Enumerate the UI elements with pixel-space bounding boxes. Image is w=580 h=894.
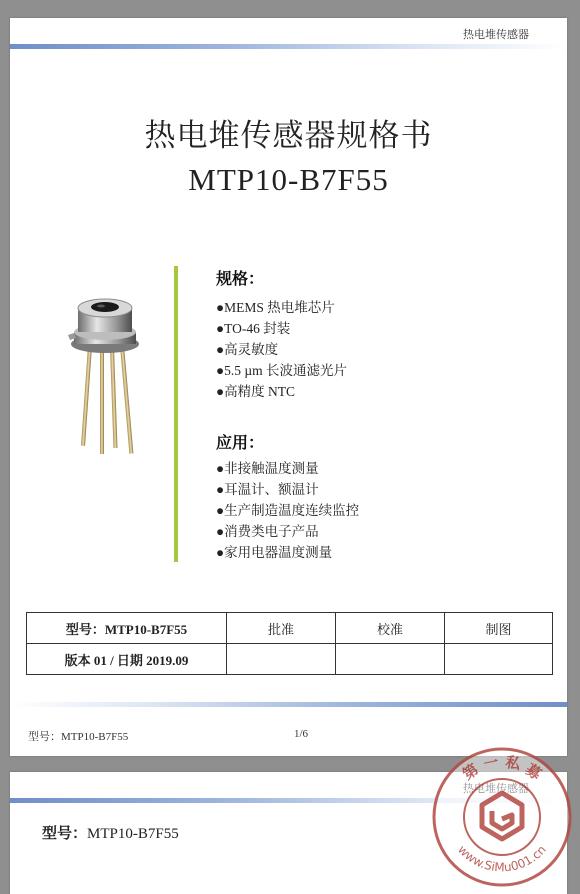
signature-table: [26, 612, 553, 675]
checked-signature-cell: [336, 644, 445, 675]
footer-model: 型号：MTP10-B7F55: [28, 731, 129, 743]
application-item: ●耳温计、额温计: [216, 482, 319, 497]
page-number: 1/6: [294, 728, 309, 740]
spec-item: ●TO-46 封装: [216, 321, 291, 336]
accent-bar: [174, 266, 178, 562]
watermark-arc-text: 第 一 私 募: [459, 752, 545, 784]
spec-item: ●高灵敏度: [216, 342, 279, 357]
watermark-url-text: www.SiMu001.cn: [455, 842, 549, 875]
version-date-cell: 版本 01 / 日期 2019.09: [27, 644, 227, 675]
watermark-seal: [430, 745, 575, 890]
application-list: [216, 458, 359, 563]
model-value: MTP10-B7F55: [87, 826, 179, 842]
model-label: 型号：: [42, 824, 88, 842]
drawn-cell: 制图: [445, 613, 553, 644]
spec-item: ●MEMS 热电堆芯片: [216, 300, 335, 315]
thermopile-sensor-image: [60, 286, 150, 456]
footer-rule: [10, 702, 567, 707]
application-item: ●家用电器温度测量: [216, 545, 333, 560]
drawn-signature-cell: [445, 644, 553, 675]
page-header: 热电堆传感器: [463, 29, 529, 41]
spec-sheet-page-1: [10, 18, 567, 756]
spec-item: ●高精度 NTC: [216, 384, 296, 399]
application-item: ●消费类电子产品: [216, 524, 319, 539]
page2-model-line: [42, 822, 179, 843]
approved-signature-cell: [227, 644, 336, 675]
application-section-title: 应用：: [216, 433, 265, 452]
spec-section-title: 规格：: [216, 269, 265, 288]
checked-cell: 校准: [336, 613, 445, 644]
application-item: ●非接触温度测量: [216, 461, 319, 476]
document-title: 热电堆传感器规格书: [144, 118, 433, 153]
spec-list: [216, 297, 347, 402]
application-item: ●生产制造温度连续监控: [216, 503, 360, 518]
table-row: [27, 644, 553, 675]
model-cell: 型号：MTP10-B7F55: [27, 613, 227, 644]
document-model-title: MTP10-B7F55: [188, 162, 389, 197]
header-rule: [10, 44, 567, 49]
approved-cell: 批准: [227, 613, 336, 644]
table-row: [27, 613, 553, 644]
spec-item: ●5.5 µm 长波通滤光片: [216, 363, 348, 378]
